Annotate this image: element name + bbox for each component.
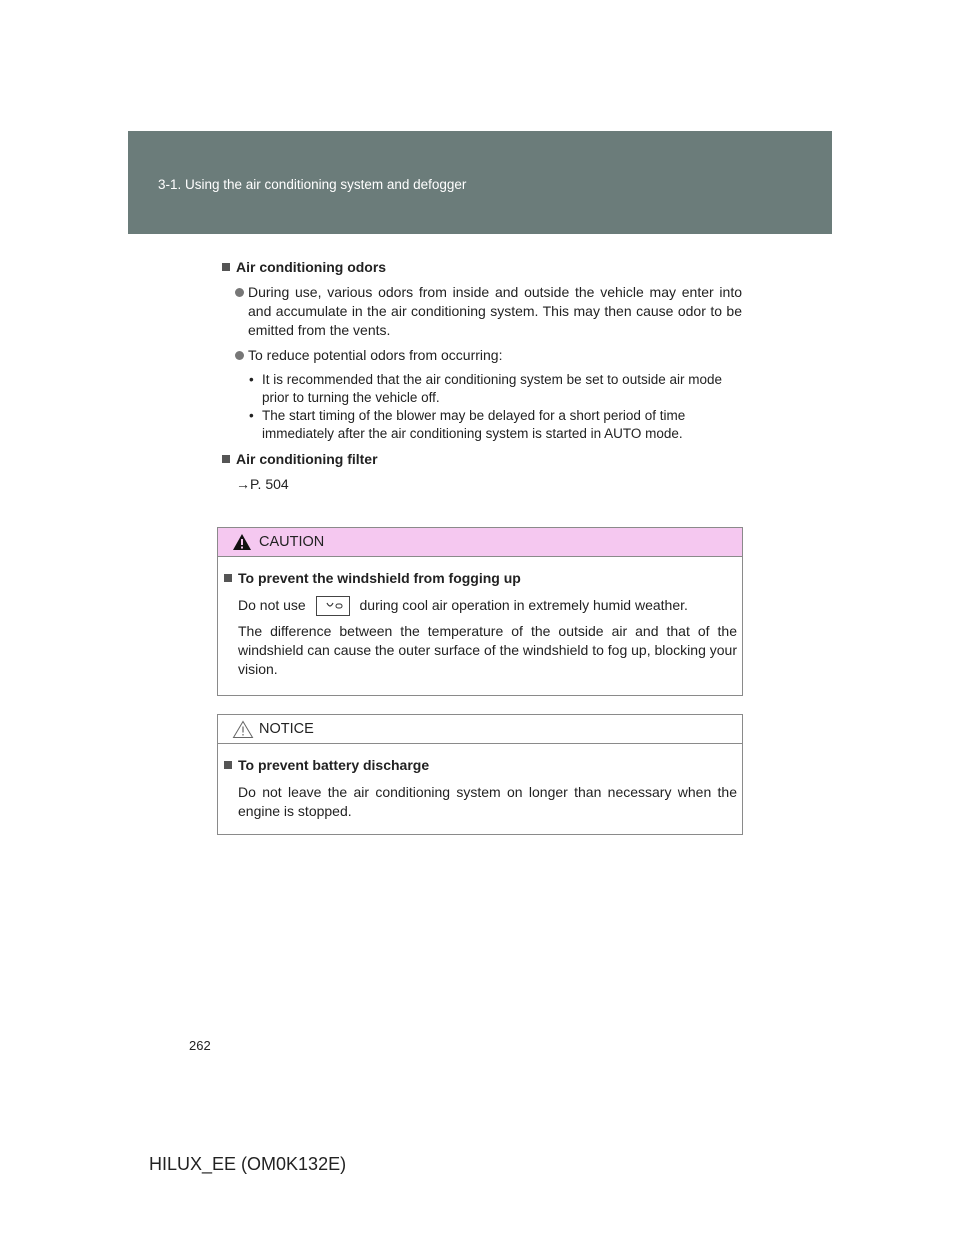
square-bullet-icon (224, 574, 232, 582)
filter-heading (222, 450, 742, 469)
odors-bullet-1-text: During use, various odors from inside and outside the vehicle may enter into and accumulate in the air conditioning system. This may then cause odor to be emitted from the vents. (248, 284, 742, 338)
filter-page-reference[interactable]: →P. 504 (236, 476, 289, 492)
defroster-button-icon (316, 596, 350, 616)
section-title: 3-1. Using the air conditioning system and defogger (158, 177, 467, 192)
odors-bullet-2-text: To reduce potential odors from occurring: (248, 347, 503, 363)
odors-heading-text: Air conditioning odors (236, 259, 387, 275)
warning-outline-icon (232, 720, 254, 739)
dot-bullet: • (249, 372, 254, 387)
main-content (222, 258, 742, 494)
footer-code: HILUX_EE (OM0K132E) (149, 1154, 347, 1174)
warning-icon (232, 533, 252, 551)
page-number: 262 (189, 1038, 211, 1053)
odors-sub-1 (222, 371, 742, 407)
notice-body (218, 744, 742, 841)
caution-heading-text: To prevent the windshield from fogging up (238, 570, 521, 586)
notice-box (217, 714, 743, 835)
odors-heading (222, 258, 742, 277)
caution-body (218, 557, 742, 699)
caution-heading (224, 569, 737, 588)
filter-heading-text: Air conditioning filter (236, 451, 378, 467)
caution-paragraph-2: The difference between the temperature of the outside air and that of the windshield can cause the outer surface of the windshield to fog up, blocking your vision. (238, 623, 737, 678)
circle-bullet-icon (235, 351, 244, 360)
caution-title: CAUTION (259, 534, 325, 550)
section-header (128, 131, 832, 234)
square-bullet-icon (222, 455, 230, 463)
odors-sub-2 (222, 407, 742, 443)
odors-bullet-1 (222, 283, 742, 340)
square-bullet-icon (224, 761, 232, 769)
notice-heading (224, 756, 737, 775)
caution-text-after: during cool air operation in extremely humid weather. (359, 597, 688, 613)
notice-title-bar (218, 715, 742, 744)
odors-sub-2-text: The start timing of the blower may be delayed for a short period of time immediately after the air conditioning system is started in AUTO mode. (262, 408, 686, 441)
caution-paragraph-1 (224, 596, 737, 616)
dot-bullet: • (249, 408, 254, 423)
notice-heading-text: To prevent battery discharge (238, 757, 430, 773)
notice-paragraph: Do not leave the air conditioning system on longer than necessary when the engine is stopped. (238, 784, 737, 819)
notice-title: NOTICE (259, 721, 314, 737)
square-bullet-icon (222, 263, 230, 271)
caution-box (217, 527, 743, 696)
odors-bullet-2 (222, 346, 742, 365)
circle-bullet-icon (235, 288, 244, 297)
caution-text-before: Do not use (238, 597, 306, 613)
caution-title-bar (218, 528, 742, 557)
odors-sub-1-text: It is recommended that the air conditioning system be set to outside air mode prior to turning the vehicle off. (262, 372, 722, 405)
